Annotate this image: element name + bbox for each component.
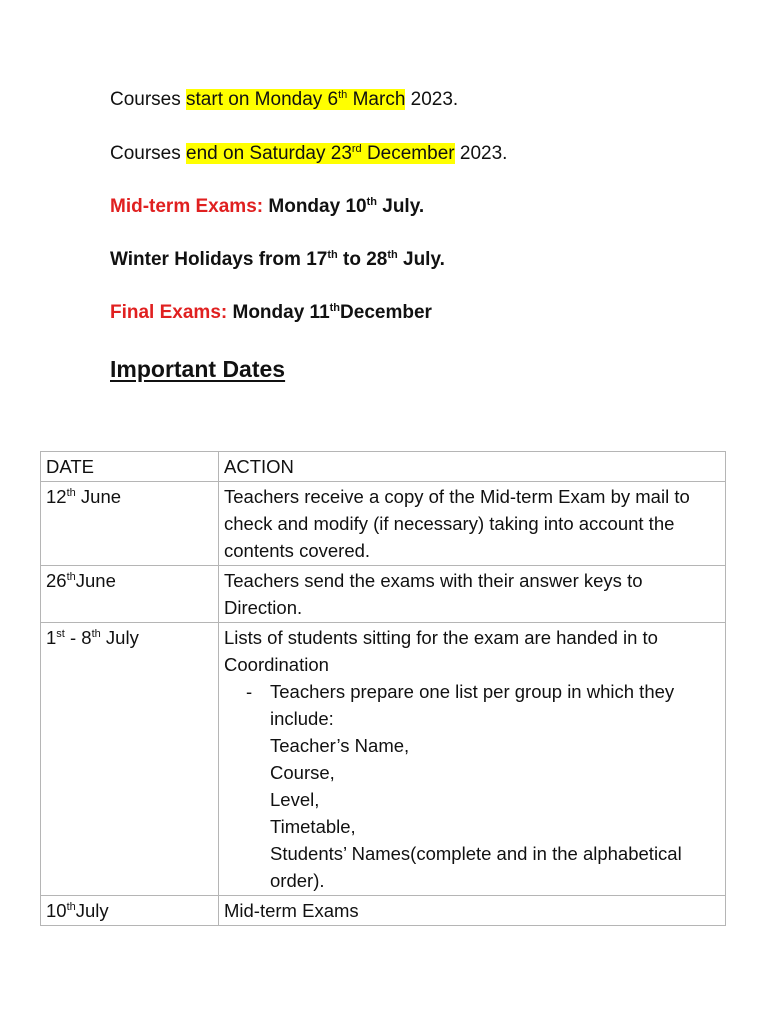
final-exams-line <box>110 301 432 325</box>
list-item: Teacher’s Name, <box>270 735 410 756</box>
date-month: June <box>75 570 116 591</box>
action-cell <box>219 623 726 896</box>
midterm-exams-line <box>110 195 424 219</box>
table-row <box>41 566 726 623</box>
date-day: 26 <box>46 570 67 591</box>
midterm-exams-ordinal: th <box>366 196 377 208</box>
date-day: 1 <box>46 627 57 648</box>
action-bullet-item <box>270 678 721 894</box>
action-cell: Teachers send the exams with their answer keys to Direction. <box>219 566 726 623</box>
course-end-highlight <box>186 143 455 164</box>
bullet-text: - Teachers prepare one list per group in which they include: <box>270 681 675 729</box>
date-ordinal: st <box>56 628 65 640</box>
course-start-date-text: start on Monday 6 <box>186 89 339 110</box>
date-day: 10 <box>46 900 67 921</box>
course-start-highlight <box>186 89 405 110</box>
date-cell <box>41 482 219 566</box>
course-end-month: December <box>361 143 455 164</box>
course-start-month: March <box>347 89 406 110</box>
table-row <box>41 482 726 566</box>
date-ordinal: th <box>66 901 76 913</box>
midterm-exams-label: Mid-term Exams: <box>110 196 264 217</box>
course-start-line <box>110 88 458 112</box>
course-start-ordinal: th <box>338 89 348 101</box>
course-end-date-text: end on Saturday 23 <box>186 143 352 164</box>
course-end-year: 2023. <box>454 143 508 164</box>
course-start-prefix: Courses <box>110 89 187 110</box>
midterm-exams-month: July. <box>376 196 425 217</box>
date-month: July <box>75 900 109 921</box>
table-row <box>41 896 726 926</box>
winter-holidays-text: Winter Holidays from 17 <box>110 249 328 270</box>
final-exams-date: Monday 11 <box>227 302 330 323</box>
date-day: 12 <box>46 486 67 507</box>
date-ordinal-2: th <box>91 628 101 640</box>
date-range-separator: - 8 <box>64 627 92 648</box>
date-cell <box>41 896 219 926</box>
list-item: Timetable, <box>270 816 356 837</box>
date-column-header: DATE <box>41 452 219 482</box>
winter-holidays-ordinal-2: th <box>387 249 398 261</box>
list-item: Students’ Names(complete and in the alphabetical order). <box>270 843 682 891</box>
date-cell <box>41 566 219 623</box>
date-ordinal: th <box>66 571 76 583</box>
date-month: June <box>75 486 122 507</box>
course-end-prefix: Courses <box>110 143 187 164</box>
action-text: Lists of students sitting for the exam are handed in to Coordination <box>224 627 658 675</box>
list-item: Level, <box>270 789 320 810</box>
table-row <box>41 623 726 896</box>
important-dates-heading: Important Dates <box>110 356 286 382</box>
course-end-ordinal: rd <box>351 143 362 155</box>
winter-holidays-ordinal-1: th <box>327 249 338 261</box>
course-start-year: 2023. <box>405 89 459 110</box>
winter-holidays-to: to 28 <box>337 249 388 270</box>
action-cell: Mid-term Exams <box>219 896 726 926</box>
date-ordinal: th <box>66 487 76 499</box>
table-header-row <box>41 452 726 482</box>
action-cell: Teachers receive a copy of the Mid-term Exam by mail to check and modify (if necessary) taking into account the contents covered. <box>219 482 726 566</box>
winter-holidays-month: July. <box>397 249 445 270</box>
date-cell <box>41 623 219 896</box>
final-exams-month: December <box>340 302 432 323</box>
action-bullet-list <box>224 678 721 894</box>
final-exams-ordinal: th <box>329 302 341 314</box>
date-month: July <box>100 627 139 648</box>
list-item: Course, <box>270 762 335 783</box>
course-end-line <box>110 142 507 166</box>
action-column-header: ACTION <box>219 452 726 482</box>
final-exams-label: Final Exams: <box>110 302 228 323</box>
winter-holidays-line <box>110 248 445 272</box>
midterm-exams-date: Monday 10 <box>263 196 367 217</box>
important-dates-table <box>40 451 726 926</box>
